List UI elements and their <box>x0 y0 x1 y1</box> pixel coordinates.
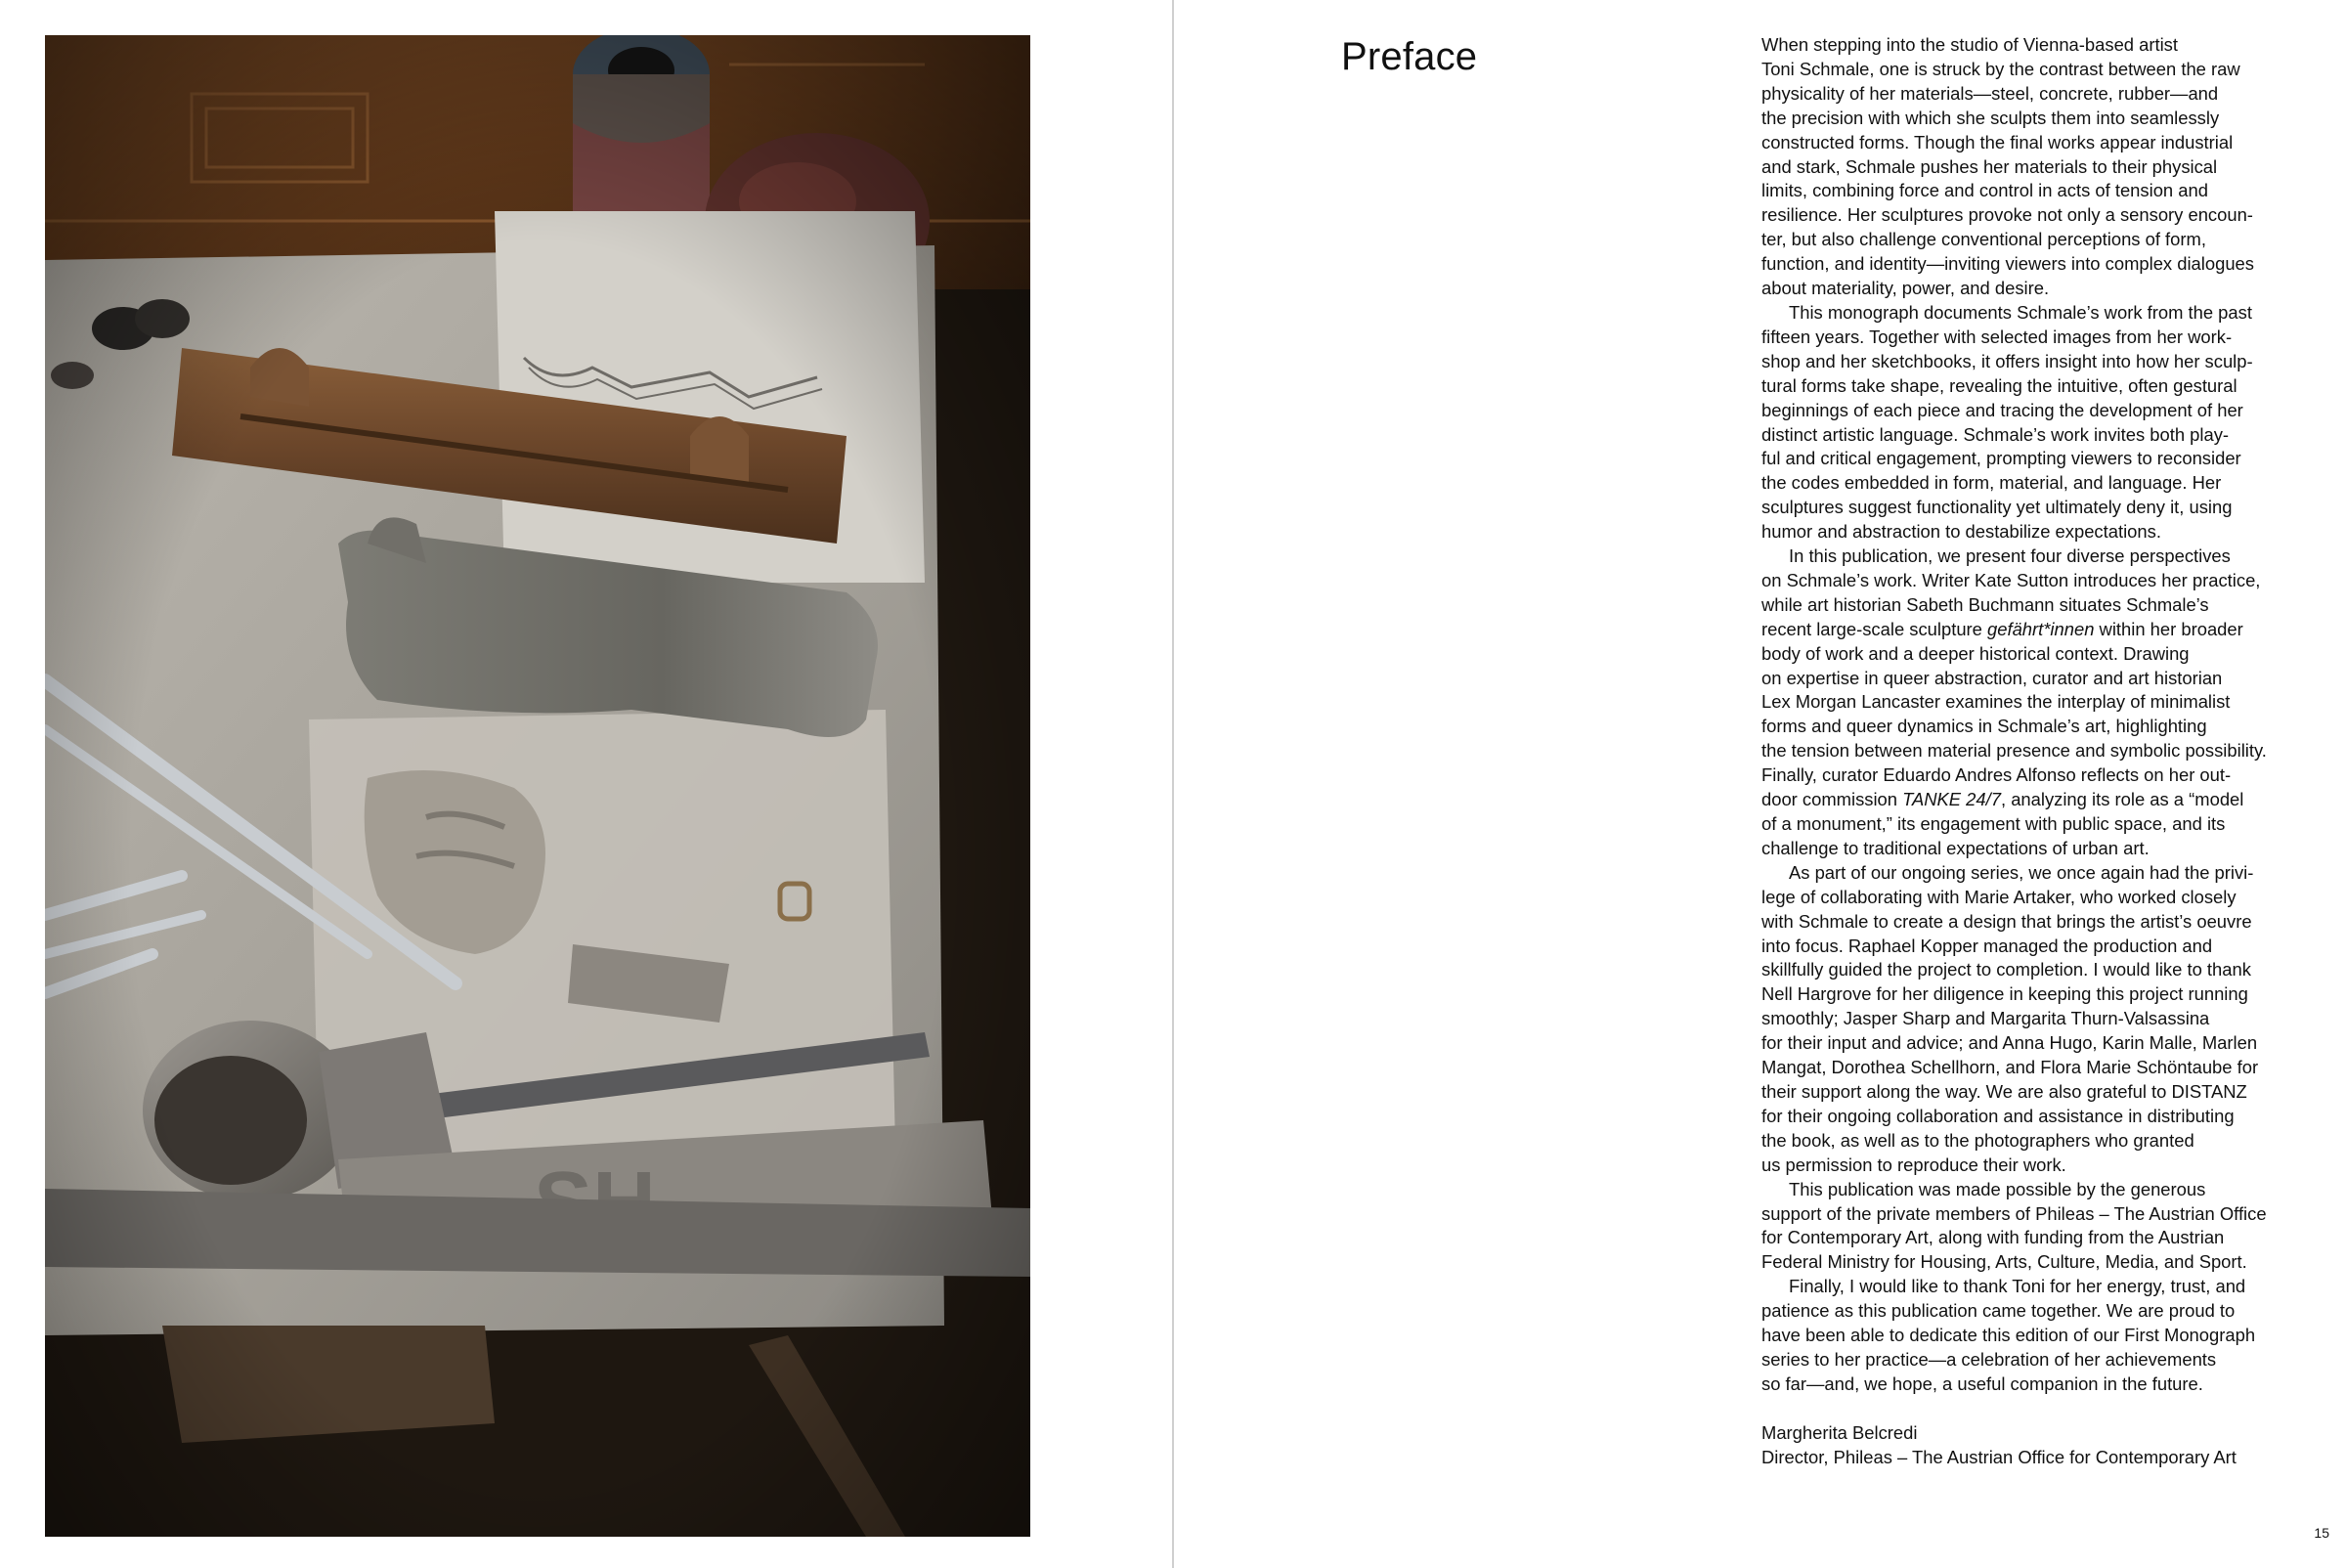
text-line: Mangat, Dorothea Schellhorn, and Flora Marie Schöntaube for <box>1761 1057 2259 1078</box>
text-line: body of work and a deeper historical context. Drawing <box>1761 642 2190 664</box>
text-line: the codes embedded in form, material, and language. Her <box>1761 472 2222 494</box>
text-line: humor and abstraction to destabilize expectations. <box>1761 521 2161 543</box>
text-line: ter, but also challenge conventional perceptions of form, <box>1761 229 2206 250</box>
text-line: patience as this publication came together. We are proud to <box>1761 1300 2236 1322</box>
text-run: , analyzing its role as a “model <box>2000 789 2244 810</box>
text-line: fifteen years. Together with selected images from her work- <box>1761 326 2233 347</box>
page-title: Preface <box>1341 35 1478 78</box>
text-line: into focus. Raphael Kopper managed the production and <box>1761 935 2213 956</box>
text-line: us permission to reproduce their work. <box>1761 1154 2066 1175</box>
text-line: lege of collaborating with Marie Artaker, who worked closely <box>1761 886 2237 907</box>
text-line: on expertise in queer abstraction, curator and art historian <box>1761 667 2223 688</box>
text-line: function, and identity—inviting viewers into complex dialogues <box>1761 253 2254 275</box>
signature-title: Director, Phileas – The Austrian Office for Contemporary Art <box>1761 1446 2237 1467</box>
text-line: Lex Morgan Lancaster examines the interplay of minimalist <box>1761 691 2231 713</box>
text-line: limits, combining force and control in acts of tension and <box>1761 180 2208 201</box>
signature-name: Margherita Belcredi <box>1761 1421 1918 1443</box>
text-line: for Contemporary Art, along with funding from the Austrian <box>1761 1227 2225 1248</box>
text-line: skillfully guided the project to completion. I would like to thank <box>1761 959 2251 980</box>
text-line: resilience. Her sculptures provoke not only a sensory encoun- <box>1761 204 2253 226</box>
text-line: tural forms take shape, revealing the intuitive, often gestural <box>1761 374 2237 396</box>
text-line <box>1761 618 2334 642</box>
text-line: physicality of her materials—steel, concrete, rubber—and <box>1761 82 2219 104</box>
text-line: with Schmale to create a design that brings the artist’s oeuvre <box>1761 910 2252 932</box>
text-line: smoothly; Jasper Sharp and Margarita Thurn-Valsassina <box>1761 1008 2210 1029</box>
text-line: shop and her sketchbooks, it offers insight into how her sculp- <box>1761 350 2253 371</box>
text-line: the precision with which she sculpts them into seamlessly <box>1761 107 2220 128</box>
text-run: door commission <box>1761 789 1903 810</box>
text-line: challenge to traditional expectations of urban art. <box>1761 837 2150 858</box>
spacer <box>1761 1397 2334 1421</box>
text-run: within her broader <box>2094 618 2243 639</box>
text-line: When stepping into the studio of Vienna-based artist <box>1761 34 2178 55</box>
preface-text <box>1761 33 2334 1469</box>
artwork-title: gefährt*innen <box>1987 618 2095 639</box>
text-line: Federal Ministry for Housing, Arts, Culture, Media, and Sport. <box>1761 1251 2247 1273</box>
text-line: As part of our ongoing series, we once again had the privi- <box>1789 861 2254 883</box>
page-number: 15 <box>2314 1525 2329 1541</box>
text-line: constructed forms. Though the final works appear industrial <box>1761 131 2234 152</box>
text-line: support of the private members of Phileas – The Austrian Office <box>1761 1202 2267 1224</box>
text-line: while art historian Sabeth Buchmann situates Schmale’s <box>1761 593 2209 615</box>
text-line: so far—and, we hope, a useful companion in the future. <box>1761 1372 2203 1394</box>
text-line: series to her practice—a celebration of her achievements <box>1761 1348 2217 1370</box>
text-line: for their ongoing collaboration and assistance in distributing <box>1761 1105 2235 1126</box>
text-line: the tension between material presence and symbolic possibility. <box>1761 740 2267 762</box>
text-run: recent large-scale sculpture <box>1761 618 1988 639</box>
text-line: of a monument,” its engagement with public space, and its <box>1761 813 2226 834</box>
text-line: This monograph documents Schmale’s work from the past <box>1789 301 2252 323</box>
text-line: about materiality, power, and desire. <box>1761 278 2050 299</box>
text-line: and stark, Schmale pushes her materials to their physical <box>1761 155 2218 177</box>
text-line: the book, as well as to the photographers who granted <box>1761 1129 2194 1151</box>
text-line: Finally, curator Eduardo Andres Alfonso reflects on her out- <box>1761 764 2232 786</box>
artwork-title: TANKE 24/7 <box>1902 789 2001 810</box>
text-line: Nell Hargrove for her diligence in keeping this project running <box>1761 983 2248 1005</box>
text-line: on Schmale’s work. Writer Kate Sutton introduces her practice, <box>1761 569 2261 590</box>
text-line: In this publication, we present four diverse perspectives <box>1789 545 2231 567</box>
text-line <box>1761 788 2334 812</box>
text-line: distinct artistic language. Schmale’s work invites both play- <box>1761 423 2230 445</box>
text-line: beginnings of each piece and tracing the development of her <box>1761 399 2243 420</box>
text-line: This publication was made possible by the generous <box>1789 1178 2206 1199</box>
studio-photograph <box>45 35 1030 1537</box>
text-line: forms and queer dynamics in Schmale’s art, highlighting <box>1761 716 2207 737</box>
text-line: for their input and advice; and Anna Hugo, Karin Malle, Marlen <box>1761 1032 2258 1054</box>
text-line: ful and critical engagement, prompting viewers to reconsider <box>1761 448 2241 469</box>
text-line: Toni Schmale, one is struck by the contrast between the raw <box>1761 58 2240 79</box>
text-line: sculptures suggest functionality yet ultimately deny it, using <box>1761 497 2233 518</box>
text-line: their support along the way. We are also grateful to DISTANZ <box>1761 1080 2247 1102</box>
text-line: have been able to dedicate this edition of our First Monograph <box>1761 1325 2256 1346</box>
text-line: Finally, I would like to thank Toni for her energy, trust, and <box>1789 1276 2246 1297</box>
page-gutter <box>1172 0 1174 1568</box>
